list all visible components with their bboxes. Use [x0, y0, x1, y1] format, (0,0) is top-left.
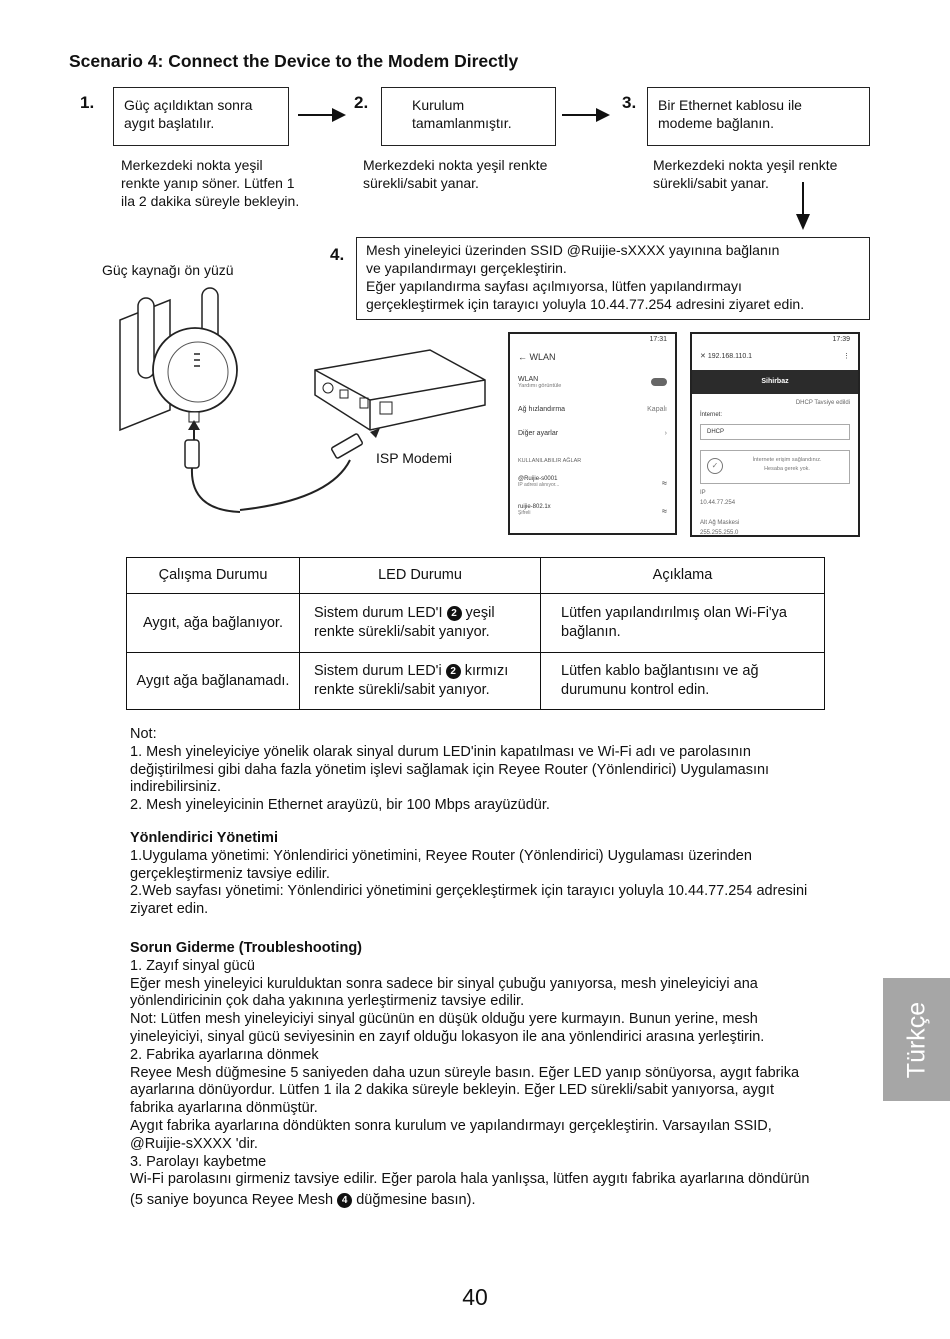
led-text: Sistem durum LED'I — [314, 605, 443, 621]
arrow-right-icon — [296, 105, 348, 125]
status-time: 17:31 — [649, 336, 667, 343]
wifi-lock-icon: ≈ — [662, 506, 667, 516]
state-cell: Aygıt, ağa bağlanıyor. — [127, 594, 300, 653]
close-icon[interactable]: ✕ — [700, 353, 706, 360]
step-4-line: Eğer yapılandırma sayfası açılmıyorsa, lütfen yapılandırmayı — [366, 278, 742, 294]
desc-line: bağlanın. — [561, 624, 621, 640]
back-arrow-icon: ← — [518, 352, 527, 362]
router-title: Yönlendirici Yönetimi — [130, 830, 278, 846]
step-4-line: gerçekleştirmek için tarayıcı yoluyla 10.44.77.254 adresini ziyaret edin. — [366, 296, 805, 312]
arrow-right-icon — [560, 105, 612, 125]
wlan-toggle[interactable] — [651, 378, 667, 386]
led-color: kırmızı — [464, 663, 509, 679]
wlan-header — [518, 352, 667, 362]
notes-line: 1. Mesh yineleyiciye yönelik olarak sinyal durum LED'inin kapatılması ve Wi-Fi adı ve parolasının — [130, 743, 751, 760]
trouble-line: ayarlarına dönüyordur. Lütfen 1 ila 2 dakika süreyle bekleyin. Eğer LED sürekli/sabit yanıyorsa, aygıt — [130, 1082, 774, 1099]
table-header: LED Durumu — [300, 558, 541, 594]
table-row — [127, 653, 825, 710]
step-2-box: Kurulum tamamlanmıştır. — [381, 87, 556, 146]
notes-line: indirebilirsiniz. — [130, 779, 222, 796]
wifi-icon: ≈ — [662, 478, 667, 488]
network-name: @Ruijie-s0001 — [518, 476, 558, 482]
router-line: 1.Uygulama yönetimi: Yönlendirici yönetimini, Reyee Router (Yönlendirici) Uygulaması üzerinden — [130, 847, 752, 864]
wizard-title: Sihirbaz — [692, 370, 858, 394]
router-line: gerçekleştirmeniz tavsiye edilir. — [130, 865, 330, 882]
browser-bar — [700, 352, 850, 360]
phone-wlan-screenshot — [508, 332, 677, 535]
ip-label: IP — [700, 490, 706, 496]
router-line: 2.Web sayfası yönetimi: Yönlendirici yönetimini gerçekleştirmek için tarayıcı yoluyla 10.44.77.254 adresini — [130, 883, 808, 900]
speed-value: Kapalı — [647, 406, 667, 413]
language-tab — [883, 978, 950, 1101]
button-number-badge: 4 — [337, 1193, 352, 1208]
step-1-box: Güç açıldıktan sonra aygıt başlatılır. — [113, 87, 289, 146]
trouble-line: Eğer mesh yineleyici kurulduktan sonra sadece bir sinyal çubuğu yanıyorsa, mesh yineleyiciyi ana — [130, 975, 758, 992]
status-table — [126, 557, 825, 710]
router-section — [130, 830, 880, 919]
step-3-number: 3. — [622, 93, 637, 112]
trouble-line: düğmesine basın). — [356, 1192, 476, 1209]
led-color: yeşil — [465, 605, 495, 621]
url-text[interactable]: 192.168.110.1 — [707, 353, 753, 360]
network-item[interactable] — [518, 476, 667, 488]
step-3-box: Bir Ethernet kablosu ile modeme bağlanın. — [647, 87, 870, 146]
speed-row — [518, 406, 667, 413]
notes-line: değiştirilmesi gibi daha fazla yönetim işlevi sağlamak için Reyee Router (Yönlendirici) Uygulamasını — [130, 761, 770, 778]
status-card — [700, 450, 850, 484]
step-3-note: Merkezdeki nokta yeşil renkte sürekli/sabit yanar. — [653, 157, 838, 191]
menu-icon[interactable]: ⋮ — [843, 353, 850, 360]
status-time: 17:39 — [832, 336, 850, 343]
step-4-line: Mesh yineleyici üzerinden SSID @Ruijie-sXXXX yayınına bağlanın — [366, 242, 780, 258]
trouble-line: Aygıt fabrika ayarlarına döndükten sonra kurulum ve yapılandırmayı gerçekleştirin. Varsayılan SSID, — [130, 1117, 772, 1134]
ip-value: 10.44.77.254 — [700, 500, 736, 506]
power-label: Güç kaynağı ön yüzü — [102, 262, 234, 278]
step-2-note: Merkezdeki nokta yeşil renkte sürekli/sabit yanar. — [363, 157, 548, 191]
dhcp-select-value: DHCP — [707, 429, 725, 435]
notes-line: 2. Mesh yineleyicinin Ethernet arayüzü, bir 100 Mbps arayüzüdür. — [130, 797, 550, 814]
trouble-line: 3. Parolayı kaybetme — [130, 1153, 267, 1170]
led-number-badge: 2 — [446, 664, 461, 679]
desc-line: durumunu kontrol edin. — [561, 682, 710, 698]
dhcp-recommend — [700, 400, 850, 406]
trouble-line: 1. Zayıf sinyal gücü — [130, 957, 255, 974]
trouble-line: yönlendiricinin çok daha yakınına yerleştirmeniz tavsiye edilir. — [130, 993, 525, 1010]
phone-wizard-screenshot — [690, 332, 860, 537]
status-line: İnternete erişim sağlandınız. — [752, 457, 822, 463]
notes-section — [130, 726, 880, 815]
network-status: Şifreli — [518, 510, 531, 516]
page-number: 40 — [462, 1284, 488, 1310]
led-cell — [300, 653, 541, 710]
trouble-line: 2. Fabrika ayarlarına dönmek — [130, 1046, 319, 1063]
step-2-number: 2. — [354, 93, 369, 112]
led-text: renkte sürekli/sabit yanıyor. — [314, 624, 490, 640]
step-4-number: 4. — [330, 245, 345, 264]
led-cell — [300, 594, 541, 653]
dhcp-top: DHCP — [795, 400, 813, 406]
table-header: Çalışma Durumu — [127, 558, 300, 594]
table-header-row — [127, 558, 825, 594]
dhcp-select[interactable] — [700, 424, 850, 440]
trouble-line: Wi-Fi parolasını girmeniz tavsiye edilir. Eğer parola hala yanlışsa, lütfen aygıtı fabrika ayarlarına döndürün — [130, 1171, 810, 1188]
trouble-line: (5 saniye boyunca Reyee Mesh — [130, 1192, 334, 1209]
modem-label: ISP Modemi — [376, 450, 452, 466]
led-text: renkte sürekli/sabit yanıyor. — [314, 682, 490, 698]
trouble-line: Not: Lütfen mesh yineleyiciyi sinyal gücünün en düşük olduğu yere kurmayın. Bunun yerine, mesh — [130, 1011, 758, 1028]
other-settings-row — [518, 430, 667, 437]
desc-cell — [541, 653, 825, 710]
desc-cell — [541, 594, 825, 653]
check-circle-icon: ✓ — [707, 458, 723, 474]
step-1-number: 1. — [80, 93, 95, 112]
modem-illustration — [230, 330, 490, 530]
router-line: ziyaret edin. — [130, 901, 209, 918]
network-status: IP adresi alınıyor... — [518, 482, 560, 488]
trouble-line: fabrika ayarlarına dönmüştür. — [130, 1100, 318, 1117]
mask-label: Alt Ağ Maskesi — [700, 520, 740, 526]
led-number-badge: 2 — [447, 606, 462, 621]
status-line: Hesaba gerek yok. — [764, 466, 810, 472]
speed-label: Ağ hızlandırma — [518, 406, 566, 413]
trouble-last-line — [130, 1192, 880, 1210]
language-tab-label: Türkçe — [902, 1001, 930, 1078]
notes-title: Not: — [130, 726, 157, 742]
trouble-line: @Ruijie-sXXXX 'dir. — [130, 1135, 258, 1152]
step-4-box — [356, 237, 870, 320]
table-header: Açıklama — [541, 558, 825, 594]
wlan-title: WLAN — [529, 352, 556, 362]
trouble-line: Reyee Mesh düğmesine 5 saniyeden daha uzun süreyle basın. Eğer LED yanıp sönüyorsa, aygıt fabrika — [130, 1064, 800, 1081]
wlan-sub: Yardımı görüntüle — [518, 383, 562, 389]
led-text: Sistem durum LED'i — [314, 663, 442, 679]
available-networks-heading: KULLANILABILIR AĞLAR — [518, 458, 582, 464]
network-name: ruijie-802.1x — [518, 504, 551, 510]
wlan-toggle-row — [518, 376, 667, 389]
table-row — [127, 594, 825, 653]
desc-line: Lütfen yapılandırılmış olan Wi-Fi'ya — [561, 605, 787, 621]
state-cell: Aygıt ağa bağlanamadı. — [127, 653, 300, 710]
wlan-label: WLAN — [518, 376, 539, 383]
dhcp-recommended: Tavsiye edildi — [814, 400, 850, 406]
network-item[interactable] — [518, 504, 667, 516]
chevron-right-icon: › — [664, 430, 667, 437]
step-4-line: ve yapılandırmayı gerçekleştirin. — [366, 260, 567, 276]
trouble-line: yineleyiciyi, sinyal gücü seviyesinin en zayıf olduğu lokasyon ile ana yönlendirici arasına yerleştirin. — [130, 1028, 765, 1045]
trouble-title: Sorun Giderme (Troubleshooting) — [130, 940, 362, 956]
desc-line: Lütfen kablo bağlantısını ve ağ — [561, 663, 759, 679]
other-label: Diğer ayarlar — [518, 430, 559, 437]
internet-label: İnternet: — [700, 412, 723, 418]
mask-value: 255.255.255.0 — [700, 530, 739, 536]
step-1-note: Merkezdeki nokta yeşil renkte yanıp söner. Lütfen 1 ila 2 dakika süreyle bekleyin. — [121, 157, 300, 209]
mesh-device-illustration — [110, 280, 250, 520]
troubleshooting-section — [130, 940, 880, 1210]
section-heading: Scenario 4: Connect the Device to the Modem Directly — [69, 51, 519, 71]
